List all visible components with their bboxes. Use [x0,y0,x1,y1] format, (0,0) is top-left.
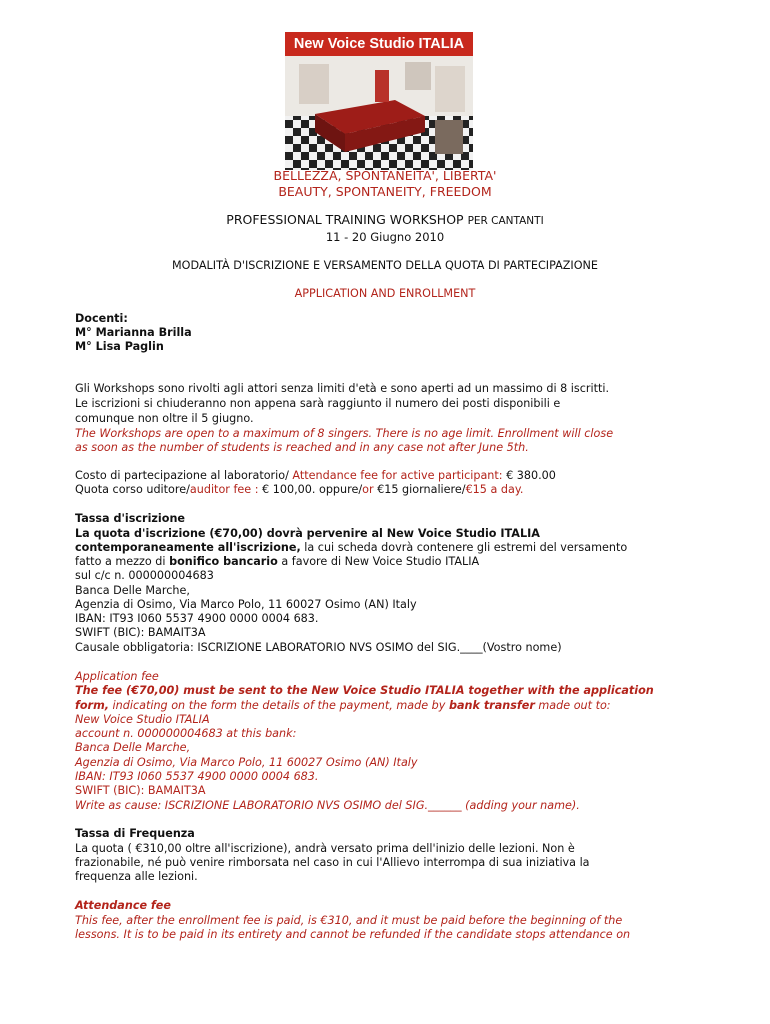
attendance-fee-line-en: lessons. It is to be paid in its entirety and cannot be refunded if the candidate stops attendance on [75,928,631,941]
application-fee-bold: form, [75,699,109,712]
intro-line: comunque non oltre il 5 giugno. [75,412,254,425]
bank-branch-en: Agenzia di Osimo, Via Marco Polo, 11 60027 Osimo (AN) Italy [75,756,418,769]
application-fee-text: indicating on the form the details of the payment, made by [108,699,449,712]
heading-italian: BELLEZZA, SPONTANEITA', LIBERTA' [273,168,497,183]
payment-cause: Causale obbligatoria: ISCRIZIONE LABORATORIO NVS OSIMO del SIG.____(Vostro nome) [75,641,562,654]
bank-name-en: Banca Delle Marche, [75,741,191,754]
intro-line-english: as soon as the number of students is reached and in any case not after June 5th. [75,441,529,454]
teachers-label: Docenti: [75,312,128,325]
workshop-title-suffix: PER CANTANTI [467,215,544,227]
auditor-label-it: Quota corso uditore/ [75,483,190,496]
teacher-name: M° Marianna Brilla [75,326,192,339]
attendance-fee-line-it: frazionabile, né può venire rimborsata nel caso in cui l'Allievo interrompa di sua iniziativa la [75,856,590,869]
intro-line: Gli Workshops sono rivolti agli attori senza limiti d'età e sono aperti ad un massimo di 8 iscritti. [75,382,610,395]
swift: SWIFT (BIC): BAMAIT3A [75,626,206,639]
studio-photo-illustration [285,56,473,170]
enrollment-fee-line: La quota d'iscrizione (€70,00) dovrà pervenire al New Voice Studio ITALIA [75,527,540,540]
attendance-fee-line-it: frequenza alle lezioni. [75,870,198,883]
workshop-title [0,212,770,227]
account-number: sul c/c n. 000000004683 [75,569,214,582]
bank-transfer-bold-en: bank transfer [448,699,535,712]
application-fee-text: made out to: [534,699,611,712]
enrollment-fee-text: la cui scheda dovrà contenere gli estremi del versamento [300,541,628,554]
heading-english: BEAUTY, SPONTANEITY, FREEDOM [278,184,492,199]
iban: IBAN: IT93 I060 5537 4900 0000 0004 683. [75,612,319,625]
workshop-dates: 11 - 20 Giugno 2010 [325,230,445,244]
intro-line: Le iscrizioni si chiuderanno non appena sarà raggiunto il numero dei posti disponibili e [75,397,561,410]
studio-logo [285,32,473,170]
intro-line-english: The Workshops are open to a maximum of 8 singers. There is no age limit. Enrollment will close [75,427,614,440]
enrollment-heading-english: APPLICATION AND ENROLLMENT [294,287,476,300]
application-fee-title: Application fee [75,670,159,683]
enrollment-fee-line [75,555,479,569]
attendance-fee-title-it: Tassa di Frequenza [75,827,195,840]
auditor-or: or [362,483,374,496]
attendance-fee-title-en: Attendance fee [75,899,171,912]
beneficiary-en: New Voice Studio ITALIA [75,713,210,726]
enrollment-fee-bold: contemporaneamente all'iscrizione, [75,541,301,554]
logo-title: New Voice Studio ITALIA [285,32,473,56]
enrollment-fee-text: fatto a mezzo di [75,555,170,568]
enrollment-fee-text: a favore di New Voice Studio ITALIA [277,555,480,568]
cost-price: € 380.00 [502,469,556,482]
swift-en: SWIFT (BIC): BAMAIT3A [75,784,206,797]
bank-name: Banca Delle Marche, [75,584,190,597]
payment-cause-en: Write as cause: ISCRIZIONE LABORATORIO NVS OSIMO del SIG.______ (adding your name). [75,799,580,812]
auditor-price: € 100,00. oppure/ [258,483,363,496]
application-fee-line: The fee (€70,00) must be sent to the New Voice Studio ITALIA together with the application [75,684,654,697]
workshop-title-main: PROFESSIONAL TRAINING WORKSHOP [226,212,464,227]
enrollment-fee-title: Tassa d'iscrizione [75,512,185,525]
iban-en: IBAN: IT93 I060 5537 4900 0000 0004 683. [75,770,319,783]
enrollment-heading-italian: MODALITÀ D'ISCRIZIONE E VERSAMENTO DELLA QUOTA DI PARTECIPAZIONE [172,259,598,272]
application-fee-line [75,699,611,713]
teacher-name: M° Lisa Paglin [75,340,164,353]
daily-price-en: €15 a day. [465,483,524,496]
cost-line-participant [75,469,556,483]
cost-label-it: Costo di partecipazione al laboratorio/ [75,469,289,482]
account-number-en: account n. 000000004683 at this bank: [75,727,297,740]
cost-line-auditor [75,483,523,497]
enrollment-fee-line [75,541,627,555]
daily-price-it: €15 giornaliere/ [373,483,466,496]
attendance-fee-line-it: La quota ( €310,00 oltre all'iscrizione), andrà versato prima dell'inizio delle lezioni. Non è [75,842,575,855]
cost-label-en: Attendance fee for active participant: [288,469,503,482]
bank-transfer-bold: bonifico bancario [169,555,278,568]
auditor-label-en: auditor fee : [189,483,259,496]
attendance-fee-line-en: This fee, after the enrollment fee is paid, is €310, and it must be paid before the beginning of the [75,914,623,927]
bank-branch: Agenzia di Osimo, Via Marco Polo, 11 60027 Osimo (AN) Italy [75,598,417,611]
